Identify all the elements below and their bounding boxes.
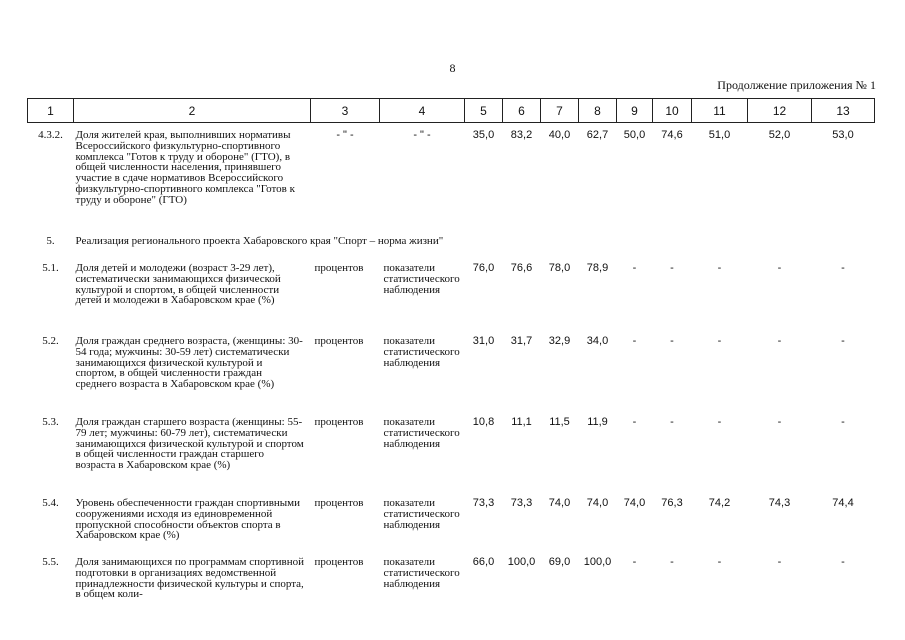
- row-description: Доля граждан среднего возраста, (женщины: 30-54 года; мужчины: 30-59 лет) систематически занимающихся физической культурой и спортом, в общей численности граждан среднего возраста в Хабаровском крае (%): [75, 335, 303, 391]
- row-value: 74,6: [661, 129, 683, 141]
- row-source: показатели статистического наблюдения: [383, 416, 460, 450]
- row-value: 52,0: [768, 129, 791, 141]
- row-unit: процентов: [314, 262, 364, 274]
- row-description: Доля граждан старшего возраста (женщины: 55-79 лет; мужчины: 60-79 лет), систематически занимающихся физической культурой и спортом в общей численности граждан старшего возраста в Хабаровском крае (%): [75, 416, 304, 472]
- row-value: 74,0: [586, 497, 609, 509]
- row-source: - " -: [413, 129, 431, 141]
- row-value: 11,1: [511, 416, 532, 428]
- row-value: -: [717, 416, 722, 428]
- row-value: -: [777, 262, 782, 274]
- row-unit: процентов: [314, 335, 364, 347]
- row-value: 53,0: [832, 129, 854, 141]
- header-cell: 8: [579, 99, 617, 123]
- row-description: Доля занимающихся по программам спортивной подготовки в организациях ведомственной принадлежности физической культуры и спорта, в общем коли-: [75, 556, 305, 601]
- continuation-note: Продолжение приложения № 1: [717, 78, 876, 92]
- row-value: 69,0: [548, 556, 571, 568]
- section-title: Реализация регионального проекта Хабаровского края "Спорт – норма жизни": [75, 235, 444, 247]
- row-value: 76,0: [472, 262, 495, 274]
- header-cell: 6: [503, 99, 541, 123]
- indicators-table: [27, 98, 875, 600]
- row-value: 73,3: [510, 497, 533, 509]
- row-value: 74,2: [708, 497, 731, 509]
- row-value: 74,0: [548, 497, 571, 509]
- row-value: 74,4: [832, 497, 854, 509]
- row-description: Доля жителей края, выполнивших нормативы Всероссийского физкультурно-спортивного комплекса "Готов к труду и обороне" (ГТО), в общей численности населения, принявшего участие в сдаче нормативов Всероссийского физкультурно-спортивного комплекса "Готов к труду и обороне" (ГТО): [75, 129, 295, 206]
- header-cell: 3: [311, 99, 380, 123]
- section-code: 5.: [46, 235, 55, 247]
- header-cell: 2: [74, 99, 311, 123]
- row-value: 35,0: [472, 129, 495, 141]
- row-source: показатели статистического наблюдения: [383, 262, 460, 296]
- row-value: 78,9: [586, 262, 609, 274]
- row-value: -: [717, 556, 722, 568]
- header-cell: 11: [692, 99, 748, 123]
- header-cell: 5: [465, 99, 503, 123]
- table-row: [28, 410, 875, 491]
- row-value: 76,3: [661, 497, 683, 509]
- row-value: 74,0: [623, 497, 646, 509]
- row-value: 11,5: [549, 416, 570, 428]
- row-value: -: [632, 416, 637, 428]
- row-value: -: [777, 556, 782, 568]
- row-value: 74,3: [768, 497, 791, 509]
- row-code: 5.2.: [42, 335, 59, 347]
- row-value: -: [841, 335, 845, 347]
- row-code: 5.5.: [42, 556, 59, 568]
- row-description: Доля детей и молодежи (возраст 3-29 лет), систематически занимающихся физической культурой и спортом, в общей численности детей и молодежи в Хабаровском крае (%): [75, 262, 281, 307]
- row-value: -: [841, 262, 845, 274]
- row-value: -: [632, 335, 637, 347]
- row-value: 78,0: [548, 262, 571, 274]
- row-value: 76,6: [510, 262, 533, 274]
- row-value: 11,9: [587, 416, 608, 428]
- row-value: -: [777, 335, 782, 347]
- row-value: -: [670, 335, 674, 347]
- row-unit: процентов: [314, 416, 364, 428]
- table-row: [28, 491, 875, 550]
- row-value: 34,0: [586, 335, 609, 347]
- row-value: 66,0: [472, 556, 495, 568]
- header-row: [28, 99, 875, 123]
- row-value: 100,0: [583, 556, 612, 568]
- row-value: 40,0: [548, 129, 571, 141]
- row-value: -: [841, 416, 845, 428]
- row-source: показатели статистического наблюдения: [383, 497, 460, 531]
- section-row: [28, 230, 875, 256]
- row-value: 73,3: [472, 497, 495, 509]
- table-row: [28, 329, 875, 410]
- row-value: -: [670, 262, 674, 274]
- row-value: -: [670, 556, 674, 568]
- header-cell: 7: [541, 99, 579, 123]
- row-value: 62,7: [586, 129, 609, 141]
- row-value: 32,9: [548, 335, 571, 347]
- row-code: 5.3.: [42, 416, 59, 428]
- row-value: 100,0: [507, 556, 536, 568]
- page-number: 8: [449, 61, 456, 75]
- header-cell: 12: [748, 99, 812, 123]
- table-row: [28, 123, 875, 231]
- row-value: 31,7: [510, 335, 533, 347]
- row-value: 83,2: [510, 129, 533, 141]
- row-unit: - " -: [336, 129, 354, 141]
- row-value: 31,0: [472, 335, 495, 347]
- row-unit: процентов: [314, 497, 364, 509]
- row-code: 5.1.: [42, 262, 59, 274]
- row-value: -: [717, 262, 722, 274]
- row-value: -: [632, 262, 637, 274]
- row-code: 4.3.2.: [38, 129, 63, 141]
- row-value: 10,8: [472, 416, 495, 428]
- row-source: показатели статистического наблюдения: [383, 335, 460, 369]
- row-value: -: [632, 556, 637, 568]
- header-cell: 4: [380, 99, 465, 123]
- row-value: -: [717, 335, 722, 347]
- row-unit: процентов: [314, 556, 364, 568]
- header-cell: 13: [812, 99, 875, 123]
- row-description: Уровень обеспеченности граждан спортивными сооружениями исходя из единовременной пропускной способности объектов спорта в Хабаровском крае (%): [75, 497, 301, 542]
- row-value: 50,0: [623, 129, 646, 141]
- row-source: показатели статистического наблюдения: [383, 556, 460, 590]
- row-value: -: [841, 556, 845, 568]
- row-value: 51,0: [708, 129, 731, 141]
- header-cell: 9: [617, 99, 653, 123]
- table-row: [28, 256, 875, 329]
- row-value: -: [670, 416, 674, 428]
- row-value: -: [777, 416, 782, 428]
- header-cell: 1: [28, 99, 74, 123]
- header-cell: 10: [653, 99, 692, 123]
- table-row: [28, 550, 875, 600]
- row-code: 5.4.: [42, 497, 59, 509]
